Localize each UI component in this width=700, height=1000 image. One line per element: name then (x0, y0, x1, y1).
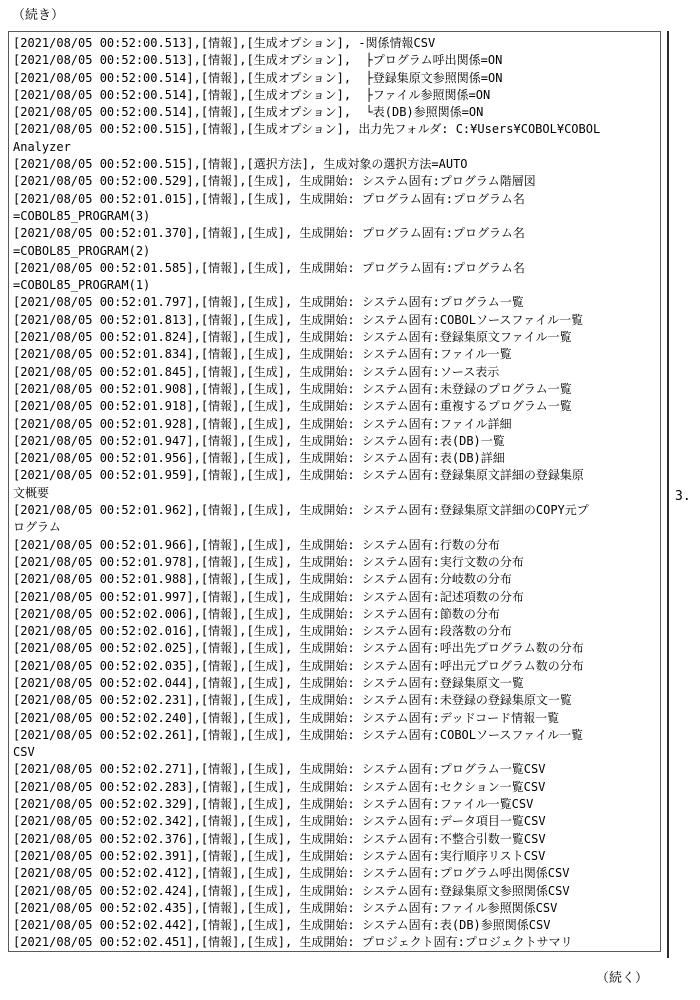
log-line: [2021/08/05 00:52:01.845],[情報],[生成], 生成開始: システム固有:ソース表示 (13, 364, 500, 379)
log-line: [2021/08/05 00:52:02.006],[情報],[生成], 生成開始: システム固有:節数の分布 (13, 606, 500, 621)
continued-from-previous-label: （続き） (12, 8, 65, 23)
log-line: =COBOL85_PROGRAM(1) (13, 278, 151, 293)
log-line: [2021/08/05 00:52:01.813],[情報],[生成], 生成開始: システム固有:COBOLソースファイル一覧 (13, 312, 584, 327)
log-line: [2021/08/05 00:52:01.918],[情報],[生成], 生成開始: システム固有:重複するプログラム一覧 (13, 399, 572, 414)
log-line: [2021/08/05 00:52:02.240],[情報],[生成], 生成開始: システム固有:デッドコード情報一覧 (13, 710, 560, 725)
log-line: [2021/08/05 00:52:00.529],[情報],[生成], 生成開始: システム固有:プログラム階層図 (13, 174, 536, 189)
log-line: [2021/08/05 00:52:02.271],[情報],[生成], 生成開始: システム固有:プログラム一覧CSV (13, 762, 546, 777)
log-line: [2021/08/05 00:52:01.956],[情報],[生成], 生成開始: システム固有:表(DB)詳細 (13, 451, 505, 466)
log-line: [2021/08/05 00:52:01.824],[情報],[生成], 生成開始: システム固有:登録集原文ファイル一覧 (13, 330, 572, 345)
log-line: [2021/08/05 00:52:01.928],[情報],[生成], 生成開始: システム固有:ファイル詳細 (13, 416, 512, 431)
log-line: [2021/08/05 00:52:02.442],[情報],[生成], 生成開始: システム固有:表(DB)参照関係CSV (13, 918, 551, 933)
log-line: [2021/08/05 00:52:02.412],[情報],[生成], 生成開始: システム固有:プログラム呼出関係CSV (13, 866, 570, 881)
log-line: [2021/08/05 00:52:02.435],[情報],[生成], 生成開始: システム固有:ファイル参照関係CSV (13, 900, 558, 915)
log-line: [2021/08/05 00:52:01.585],[情報],[生成], 生成開始: プログラム固有:プログラム名 (13, 260, 525, 275)
log-line: CSV (13, 745, 35, 760)
log-line: [2021/08/05 00:52:02.391],[情報],[生成], 生成開始: システム固有:実行順序リストCSV (13, 848, 546, 863)
log-line: [2021/08/05 00:52:01.962],[情報],[生成], 生成開始: システム固有:登録集原文詳細のCOPY元プ (13, 503, 589, 518)
log-line: [2021/08/05 00:52:02.044],[情報],[生成], 生成開始: システム固有:登録集原文一覧 (13, 675, 524, 690)
log-line: [2021/08/05 00:52:01.370],[情報],[生成], 生成開始: プログラム固有:プログラム名 (13, 226, 525, 241)
log-line: [2021/08/05 00:52:02.231],[情報],[生成], 生成開始: システム固有:未登録の登録集原文一覧 (13, 693, 572, 708)
log-line: [2021/08/05 00:52:02.035],[情報],[生成], 生成開始: システム固有:呼出元プログラム数の分布 (13, 658, 584, 673)
log-line: [2021/08/05 00:52:01.834],[情報],[生成], 生成開始: システム固有:ファイル一覧 (13, 347, 512, 362)
margin-rule (667, 31, 669, 958)
log-line: [2021/08/05 00:52:02.261],[情報],[生成], 生成開始: システム固有:COBOLソースファイル一覧 (13, 727, 584, 742)
log-output-box (8, 31, 661, 952)
continues-on-next-label: （続く） (596, 971, 649, 986)
log-line: [2021/08/05 00:52:02.329],[情報],[生成], 生成開始: システム固有:ファイル一覧CSV (13, 797, 534, 812)
log-line: Analyzer (13, 139, 71, 154)
log-line: [2021/08/05 00:52:00.515],[情報],[生成オプション], 出力先フォルダ: C:¥Users¥COBOL¥COBOL (13, 122, 601, 137)
log-line: [2021/08/05 00:52:02.342],[情報],[生成], 生成開始: システム固有:データ項目一覧CSV (13, 814, 546, 829)
log-line: [2021/08/05 00:52:00.515],[情報],[選択方法], 生成対象の選択方法=AUTO (13, 157, 468, 172)
log-lines (13, 35, 659, 952)
log-line: [2021/08/05 00:52:01.997],[情報],[生成], 生成開始: システム固有:記述項数の分布 (13, 589, 524, 604)
log-line: [2021/08/05 00:52:00.513],[情報],[生成オプション], -関係情報CSV (13, 36, 436, 50)
log-line: =COBOL85_PROGRAM(2) (13, 243, 151, 258)
log-line: [2021/08/05 00:52:00.513],[情報],[生成オプション], ├プログラム呼出関係=ON (13, 53, 503, 68)
log-line: [2021/08/05 00:52:02.451],[情報],[生成], 生成開始: プロジェクト固有:プロジェクトサマリ (13, 935, 573, 950)
log-line: [2021/08/05 00:52:01.978],[情報],[生成], 生成開始: システム固有:実行文数の分布 (13, 554, 524, 569)
log-line: 文概要 (13, 485, 50, 500)
log-line: [2021/08/05 00:52:02.424],[情報],[生成], 生成開始: システム固有:登録集原文参照関係CSV (13, 883, 570, 898)
log-line: [2021/08/05 00:52:01.959],[情報],[生成], 生成開始: システム固有:登録集原文詳細の登録集原 (13, 468, 584, 483)
log-line: [2021/08/05 00:52:01.797],[情報],[生成], 生成開始: システム固有:プログラム一覧 (13, 295, 524, 310)
log-line: [2021/08/05 00:52:01.988],[情報],[生成], 生成開始: システム固有:分岐数の分布 (13, 572, 512, 587)
log-line: [2021/08/05 00:52:02.016],[情報],[生成], 生成開始: システム固有:段落数の分布 (13, 624, 512, 639)
log-line: [2021/08/05 00:52:00.514],[情報],[生成オプション], ├ファイル参照関係=ON (13, 87, 491, 102)
log-line: [2021/08/05 00:52:01.015],[情報],[生成], 生成開始: プログラム固有:プログラム名 (13, 191, 525, 206)
log-line: [2021/08/05 00:52:02.376],[情報],[生成], 生成開始: システム固有:不整合引数一覧CSV (13, 831, 546, 846)
log-line: [2021/08/05 00:52:02.025],[情報],[生成], 生成開始: システム固有:呼出先プログラム数の分布 (13, 641, 584, 656)
log-line: [2021/08/05 00:52:01.947],[情報],[生成], 生成開始: システム固有:表(DB)一覧 (13, 433, 505, 448)
log-line: =COBOL85_PROGRAM(3) (13, 208, 151, 223)
log-line: ログラム (13, 520, 61, 535)
log-line: [2021/08/05 00:52:00.514],[情報],[生成オプション], └表(DB)参照関係=ON (13, 105, 484, 120)
log-line: [2021/08/05 00:52:00.514],[情報],[生成オプション], ├登録集原文参照関係=ON (13, 70, 503, 85)
log-line: [2021/08/05 00:52:01.908],[情報],[生成], 生成開始: システム固有:未登録のプログラム一覧 (13, 381, 572, 396)
log-line: [2021/08/05 00:52:01.966],[情報],[生成], 生成開始: システム固有:行数の分布 (13, 537, 500, 552)
log-line: [2021/08/05 00:52:02.283],[情報],[生成], 生成開始: システム固有:セクション一覧CSV (13, 779, 546, 794)
margin-item-number: 3. (675, 489, 691, 504)
